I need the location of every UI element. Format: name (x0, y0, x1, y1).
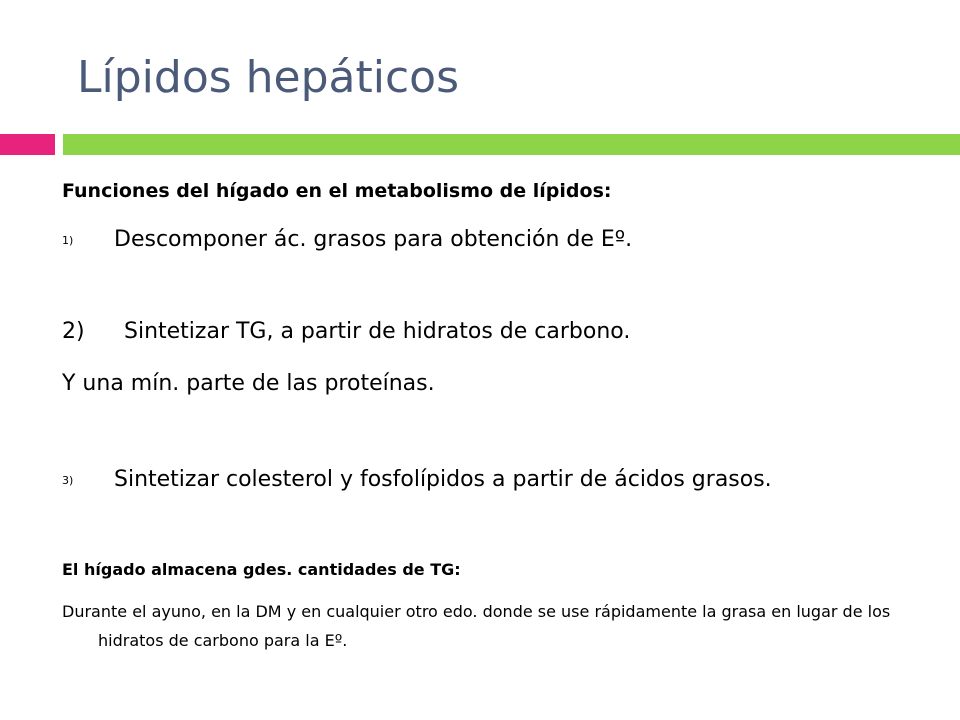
list-text-2: Sintetizar TG, a partir de hidratos de carbono. (124, 319, 631, 344)
list-text-1: Descomponer ác. grasos para obtención de Eº. (114, 227, 633, 252)
functions-heading: Funciones del hígado en el metabolismo de lípidos: (62, 180, 612, 202)
list-text-3: Sintetizar colesterol y fosfolípidos a partir de ácidos grasos. (114, 467, 772, 492)
storage-heading: El hígado almacena gdes. cantidades de TG: (62, 560, 461, 579)
green-accent-bar (63, 134, 960, 155)
list-number-2: 2) (62, 319, 85, 344)
list-item-3 (62, 464, 772, 497)
slide-title: Lípidos hepáticos (77, 52, 460, 103)
pink-accent-bar (0, 134, 55, 155)
list-item-2-continuation: Y una mín. parte de las proteínas. (62, 371, 435, 396)
list-number-3: 3) (62, 474, 74, 487)
list-number-1: 1) (62, 234, 74, 247)
list-item-1 (62, 224, 632, 257)
list-item-2 (62, 316, 630, 348)
storage-body: Durante el ayuno, en la DM y en cualquier otro edo. donde se use rápidamente la grasa en lugar de los hidratos de carbono para la Eº. (62, 602, 891, 650)
